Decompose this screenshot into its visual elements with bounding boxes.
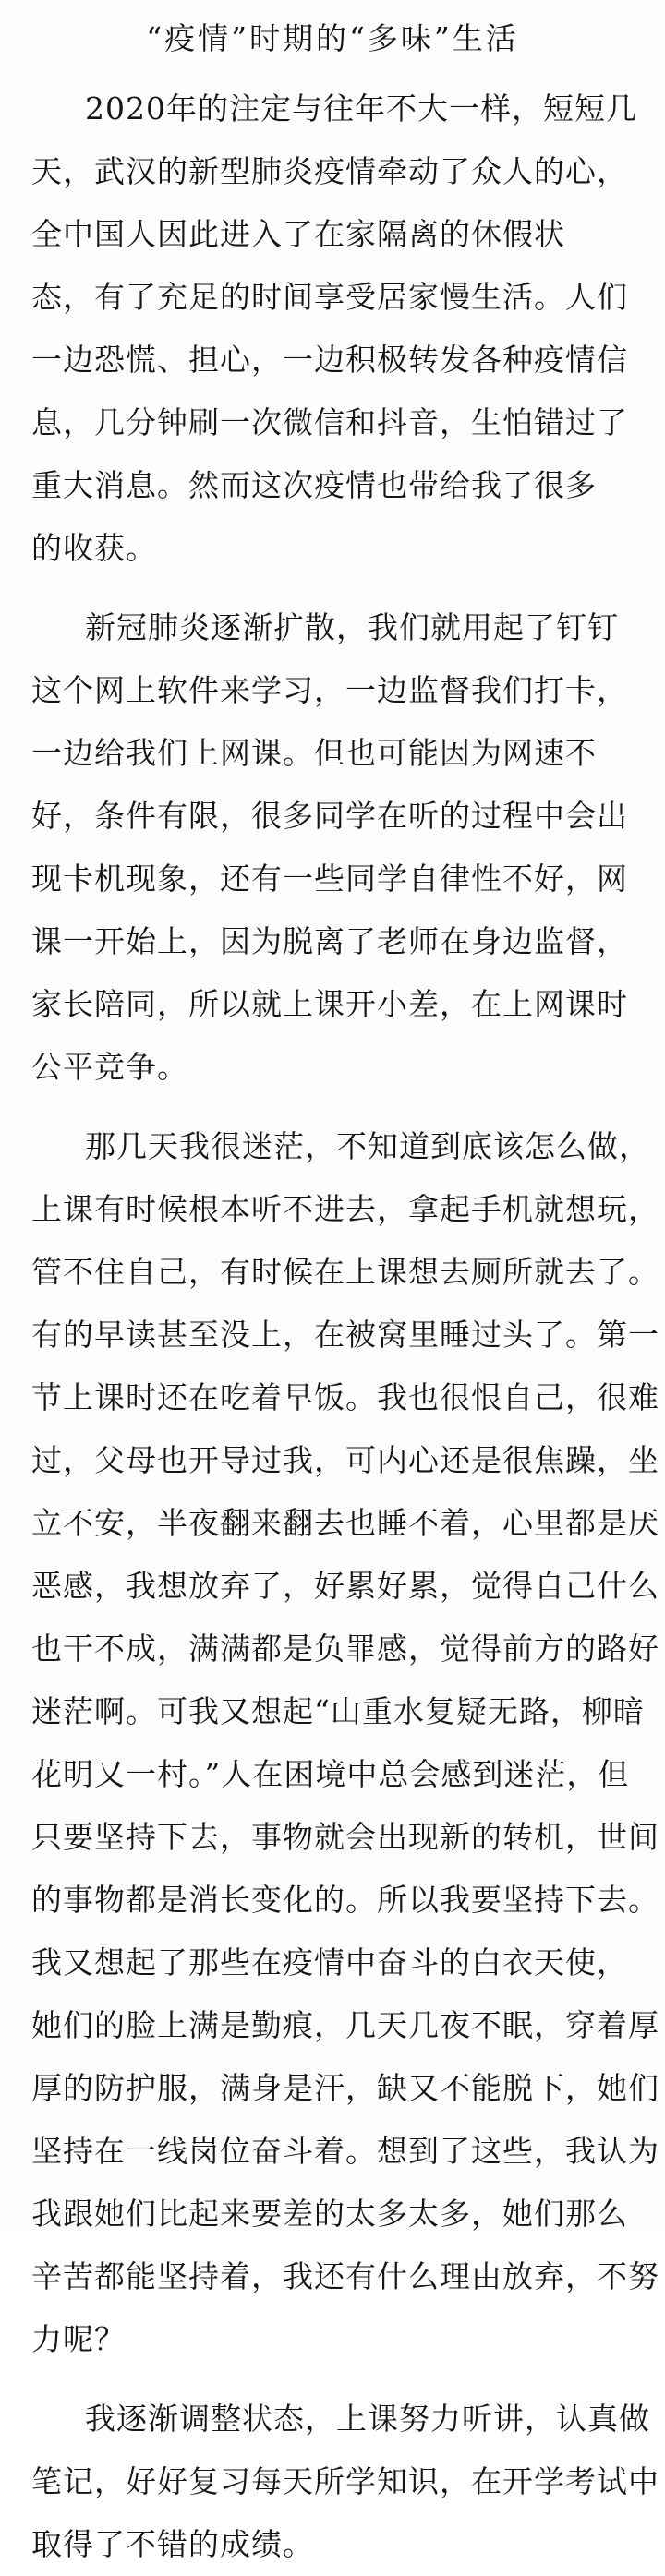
text-line: 那几天我很迷茫，不知道到底该怎么做， bbox=[85, 1128, 650, 1164]
text-line: 重大消息。然而这次疫情也带给我了很多 bbox=[31, 467, 597, 503]
paragraph bbox=[31, 596, 643, 1099]
text-line: 新冠肺炎逐渐扩散，我们就用起了钉钉 bbox=[85, 609, 619, 645]
text-line: 取得了不错的成绩。 bbox=[31, 2526, 314, 2562]
text-line: 有的早读甚至没上，在被窝里睡过头了。第一 bbox=[31, 1317, 659, 1353]
paragraph bbox=[31, 1115, 659, 2371]
text-line: 立不安，半夜翻来翻去也睡不着，心里都是厌 bbox=[31, 1505, 659, 1541]
text-line: 过，父母也开导过我，可内心还是很焦躁，坐 bbox=[31, 1442, 659, 1478]
text-line: 力呢？ bbox=[31, 2321, 126, 2357]
text-line: 现卡机现象，还有一些同学自律性不好，网 bbox=[31, 861, 628, 897]
text-line: 好，条件有限，很多同学在听的过程中会出 bbox=[31, 798, 628, 834]
paragraph-gap bbox=[31, 1099, 643, 1115]
paragraph bbox=[31, 2388, 659, 2576]
text-line: 花明又一村。”人在困境中总会感到迷茫，但 bbox=[31, 1756, 630, 1792]
text-line: 她们的脸上满是勤痕，几天几夜不眠，穿着厚 bbox=[31, 2007, 659, 2043]
text-line: 节上课时还在吃着早饭。我也很恨自己，很难 bbox=[31, 1379, 659, 1415]
essay-title: “疫情”时期的“多味”生活 bbox=[146, 20, 519, 56]
text-line: 家长陪同，所以就上课开小差，在上网课时 bbox=[31, 986, 628, 1022]
text-line: 的收获。 bbox=[31, 530, 157, 566]
text-line: 态，有了充足的时间享受居家慢生活。人们 bbox=[31, 279, 628, 315]
text-line: 课一开始上，因为脱离了老师在身边监督， bbox=[31, 923, 628, 959]
text-line: 天，武汉的新型肺炎疫情牵动了众人的心， bbox=[31, 153, 628, 189]
text-line: 管不住自己，有时候在上课想去厕所就去了。 bbox=[31, 1254, 659, 1290]
text-line: 辛苦都能坚持着，我还有什么理由放弃，不努 bbox=[31, 2258, 659, 2294]
essay-body bbox=[31, 78, 659, 2576]
text-line: 坚持在一线岗位奋斗着。想到了这些，我认为 bbox=[31, 2133, 659, 2169]
paragraph bbox=[31, 78, 643, 580]
text-line: 我又想起了那些在疫情中奋斗的白衣天使， bbox=[31, 1944, 628, 1980]
paragraph-gap bbox=[31, 2371, 643, 2388]
text-line: 这个网上软件来学习，一边监督我们打卡， bbox=[31, 672, 628, 708]
text-line: 厚的防护服，满身是汗，缺又不能脱下，她们 bbox=[31, 2070, 659, 2106]
text-line: 2020年的注定与往年不大一样，短短几 bbox=[85, 90, 637, 126]
text-line: 只要坚持下去，事物就会出现新的转机，世间 bbox=[31, 1819, 659, 1855]
text-line: 一边给我们上网课。但也可能因为网速不 bbox=[31, 735, 597, 771]
text-line: 全中国人因此进入了在家隔离的休假状 bbox=[31, 216, 565, 252]
text-line: 息，几分钟刷一次微信和抖音，生怕错过了 bbox=[31, 404, 628, 440]
text-line: 公平竞争。 bbox=[31, 1049, 188, 1085]
text-line: 上课有时候根本听不进去，拿起手机就想玩， bbox=[31, 1191, 659, 1227]
paragraph-gap bbox=[31, 580, 643, 596]
text-line: 迷茫啊。可我又想起“山重水复疑无路，柳暗 bbox=[31, 1693, 645, 1729]
text-line: 的事物都是消长变化的。所以我要坚持下去。 bbox=[31, 1882, 659, 1918]
text-line: 也干不成，满满都是负罪感，觉得前方的路好 bbox=[31, 1631, 659, 1667]
text-line: 笔记，好好复习每天所学知识，在开学考试中 bbox=[31, 2463, 659, 2499]
text-line: 恶感，我想放弃了，好累好累，觉得自己什么 bbox=[31, 1568, 659, 1604]
text-line: 一边恐慌、担心，一边积极转发各种疫情信 bbox=[31, 342, 628, 378]
text-line: 我跟她们比起来要差的太多太多，她们那么 bbox=[31, 2196, 628, 2232]
text-line: 我逐渐调整状态，上课努力听讲，认真做 bbox=[85, 2401, 650, 2437]
